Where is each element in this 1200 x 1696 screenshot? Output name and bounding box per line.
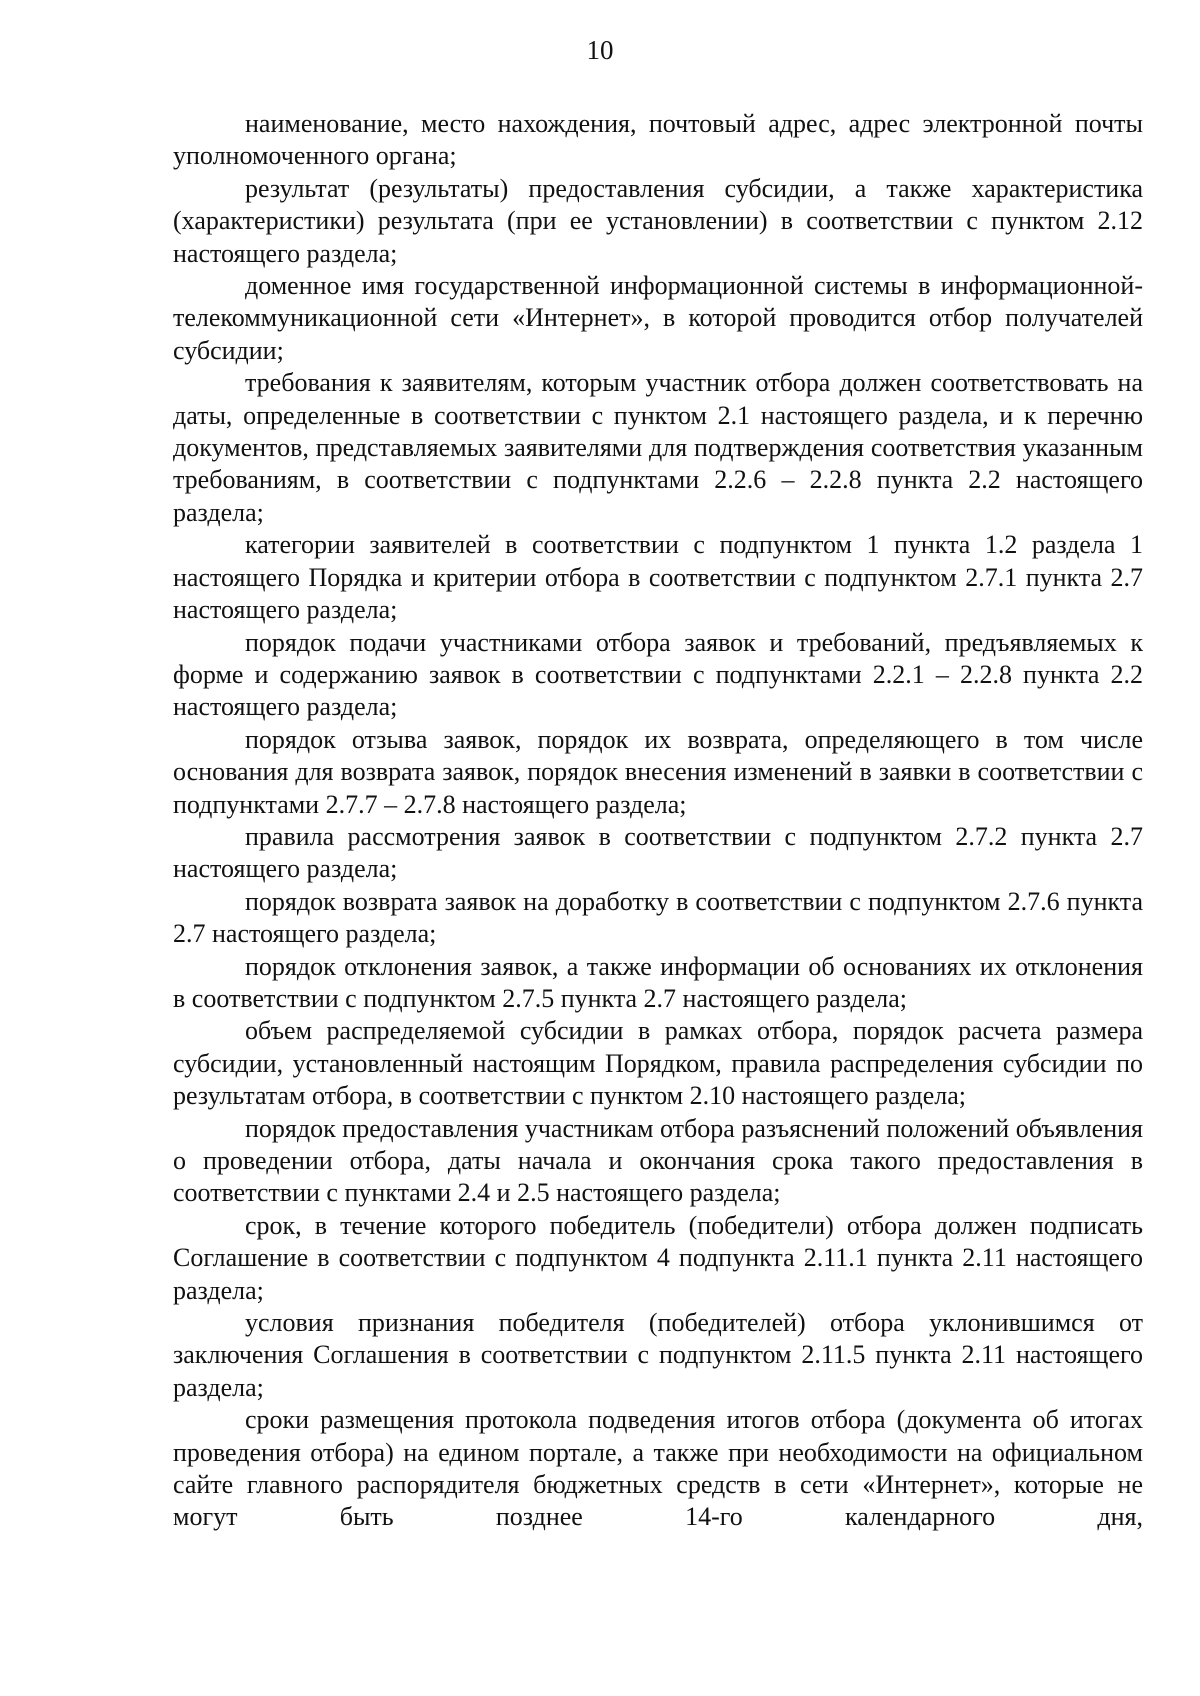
paragraph-11: объем распределяемой субсидии в рамках отбора, порядок расчета размера субсидии, установленный настоящим Порядком, правила распределения субсидии по результатам отбора, в соответствии с пунктом 2.10 настоящего раздела; — [173, 1016, 1143, 1111]
paragraph-8: правила рассмотрения заявок в соответствии с подпунктом 2.7.2 пункта 2.7 настоящего раздела; — [173, 821, 1143, 884]
paragraph-14: условия признания победителя (победителей) отбора уклонившимся от заключения Соглашения в соответствии с подпунктом 2.11.5 пункта 2.11 настоящего раздела; — [173, 1308, 1143, 1402]
paragraph-3: доменное имя государственной информационной системы в информационной-телекоммуникационной сети «Интернет», в которой проводится отбор получателей субсидии; — [173, 271, 1143, 365]
paragraph-12: порядок предоставления участникам отбора разъяснений положений объявления о проведении отбора, даты начала и окончания срока такого предоставления в соответствии с пунктами 2.4 и 2.5 настоящего раздела; — [173, 1113, 1143, 1208]
paragraph-6: порядок подачи участниками отбора заявок и требований, предъявляемых к форме и содержанию заявок в соответствии с подпунктами 2.2.1 – 2.2.8 пункта 2.2 настоящего раздела; — [173, 627, 1143, 722]
paragraph-5: категории заявителей в соответствии с подпунктом 1 пункта 1.2 раздела 1 настоящего Порядка и критерии отбора в соответствии с подпунктом 2.7.1 пункта 2.7 настоящего раздела; — [173, 530, 1143, 625]
paragraph-1: наименование, место нахождения, почтовый адрес, адрес электронной почты уполномоченного органа; — [173, 109, 1143, 171]
paragraph-13: срок, в течение которого победитель (победители) отбора должен подписать Соглашение в соответствии с подпунктом 4 подпункта 2.11.1 пункта 2.11 настоящего раздела; — [173, 1210, 1143, 1305]
document-body — [173, 108, 1143, 1534]
paragraph-4: требования к заявителям, которым участник отбора должен соответствовать на даты, определенные в соответствии с пунктом 2.1 настоящего раздела, и к перечню документов, представляемых заявителями для подтверждения соответствия указанным требованиям, в соответствии с подпунктами 2.2.6 – 2.2.8 пункта 2.2 настоящего раздела; — [173, 368, 1143, 527]
paragraph-10: порядок отклонения заявок, а также информации об основаниях их отклонения в соответствии с подпунктом 2.7.5 пункта 2.7 настоящего раздела; — [173, 951, 1143, 1013]
paragraph-15: сроки размещения протокола подведения итогов отбора (документа об итогах проведения отбора) на едином портале, а также при необходимости на официальном сайте главного распорядителя бюджетных средств в сети «Интернет», которые не могут быть позднее 14-го календарного дня, — [173, 1405, 1143, 1532]
page-number: 10 — [586, 35, 614, 65]
paragraph-7: порядок отзыва заявок, порядок их возврата, определяющего в том числе основания для возврата заявок, порядок внесения изменений в заявки в соответствии с подпунктами 2.7.7 – 2.7.8 настоящего раздела; — [173, 724, 1143, 819]
paragraph-9: порядок возврата заявок на доработку в соответствии с подпунктом 2.7.6 пункта 2.7 настоящего раздела; — [173, 886, 1143, 949]
paragraph-2: результат (результаты) предоставления субсидии, а также характеристика (характеристики) результата (при ее установлении) в соответствии с пунктом 2.12 настоящего раздела; — [173, 173, 1143, 268]
